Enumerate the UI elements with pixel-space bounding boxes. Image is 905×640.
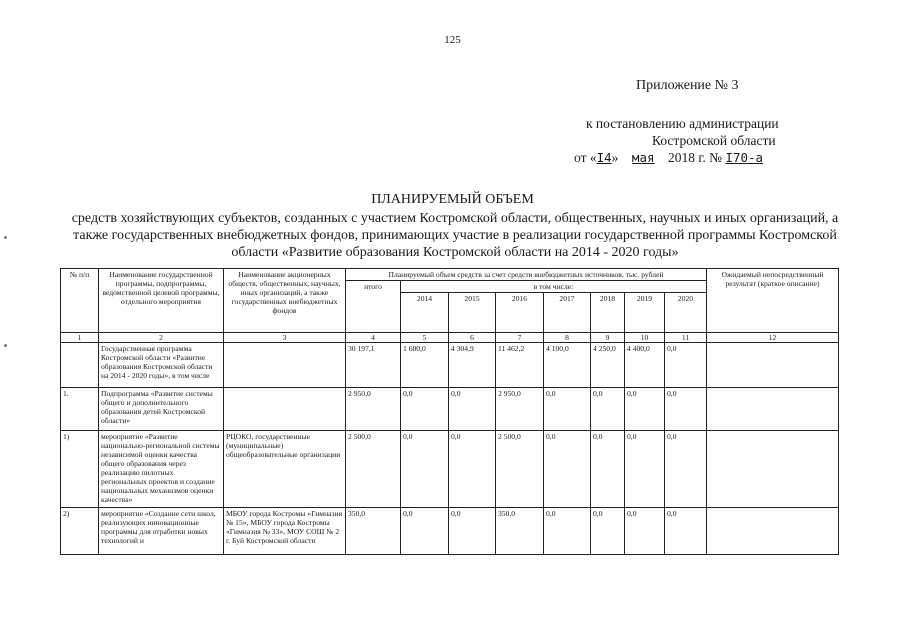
- row-total: 2 500,0: [346, 431, 401, 508]
- row-value: 0,0: [401, 388, 449, 431]
- row-value: 4 250,0: [591, 343, 625, 388]
- row-value: 0,0: [591, 508, 625, 555]
- row-result: [707, 508, 839, 555]
- row-value: 0,0: [449, 431, 496, 508]
- header-result: Ожидаемый непосредственный результат (краткое описание): [707, 269, 839, 333]
- appendix-label: Приложение № 3: [636, 78, 739, 93]
- row-no: 1): [61, 431, 99, 508]
- row-value: 0,0: [401, 508, 449, 555]
- binder-mark: [4, 236, 7, 239]
- decree-line-2: Костромской области: [652, 133, 776, 148]
- col-number: 4: [346, 333, 401, 343]
- row-value: 1 680,0: [401, 343, 449, 388]
- row-value: 350,0: [496, 508, 544, 555]
- row-value: 0,0: [401, 431, 449, 508]
- row-name: мероприятие «Развитие национально-региональной системы независимой оценки качества общего образования через реализацию пилотных региональных проектов и создание национальных механизмов оценки качества»: [99, 431, 224, 508]
- row-value: 0,0: [665, 343, 707, 388]
- planned-volume-table: [60, 268, 839, 555]
- row-value: 2 950,0: [496, 388, 544, 431]
- row-value: 11 462,2: [496, 343, 544, 388]
- row-value: 0,0: [544, 508, 591, 555]
- col-number: 1: [61, 333, 99, 343]
- col-number: 12: [707, 333, 839, 343]
- row-value: 0,0: [625, 388, 665, 431]
- decree-year: 2018 г. №: [668, 150, 723, 165]
- table-row: [61, 431, 839, 508]
- header-no: № п/п: [61, 269, 99, 333]
- header-including: в том числе:: [401, 281, 707, 293]
- col-number: 6: [449, 333, 496, 343]
- document-title: ПЛАНИРУЕМЫЙ ОБЪЕМ: [371, 192, 534, 207]
- row-value: 0,0: [665, 508, 707, 555]
- row-name: Подпрограмма «Развитие системы общего и дополнительного образования детей Костромской области»: [99, 388, 224, 431]
- row-total: 2 950,0: [346, 388, 401, 431]
- col-number: 3: [224, 333, 346, 343]
- row-value: 0,0: [625, 508, 665, 555]
- row-value: 0,0: [665, 431, 707, 508]
- table-row: [61, 343, 839, 388]
- row-value: 0,0: [665, 388, 707, 431]
- row-value: 4 304,9: [449, 343, 496, 388]
- row-value: 4 400,0: [625, 343, 665, 388]
- header-planned: Планируемый объем средств за счет средств внебюджетных источников, тыс. рублей: [346, 269, 707, 281]
- row-result: [707, 343, 839, 388]
- col-number: 10: [625, 333, 665, 343]
- table-row: [61, 388, 839, 431]
- row-value: 0,0: [591, 431, 625, 508]
- row-name: Государственная программа Костромской области «Развитие образования Костромской области на 2014 - 2020 годы», в том числе: [99, 343, 224, 388]
- header-year: 2015: [449, 293, 496, 333]
- header-year: 2018: [591, 293, 625, 333]
- col-number: 2: [99, 333, 224, 343]
- row-orgs: МБОУ города Костромы «Гимназия № 15», МБОУ города Костромы «Гимназия № 33», МОУ СОШ № 2 г. Буй Костромской области: [224, 508, 346, 555]
- header-year: 2019: [625, 293, 665, 333]
- header-year: 2020: [665, 293, 707, 333]
- row-value: 2 500,0: [496, 431, 544, 508]
- row-value: 0,0: [449, 508, 496, 555]
- row-total: 30 197,1: [346, 343, 401, 388]
- col-number: 11: [665, 333, 707, 343]
- col-number: 5: [401, 333, 449, 343]
- binder-mark: [4, 344, 7, 347]
- row-orgs: [224, 343, 346, 388]
- header-total: итого: [346, 281, 401, 333]
- col-number: 8: [544, 333, 591, 343]
- row-no: [61, 343, 99, 388]
- row-value: 4 100,0: [544, 343, 591, 388]
- decree-mid: »: [611, 150, 619, 165]
- row-total: 350,0: [346, 508, 401, 555]
- row-name: мероприятие «Создание сети школ, реализующих инновационные программы для отработки новых технологий и: [99, 508, 224, 555]
- header-orgs: Наименование акционерных обществ, общественных, научных, иных организаций, а также государственных внебюджетных фондов: [224, 269, 346, 333]
- row-value: 0,0: [544, 388, 591, 431]
- header-year: 2017: [544, 293, 591, 333]
- row-orgs: [224, 388, 346, 431]
- row-no: 2): [61, 508, 99, 555]
- header-name: Наименование государственной программы, подпрограммы, ведомственной целевой программы, отдельного мероприятия: [99, 269, 224, 333]
- row-result: [707, 431, 839, 508]
- decree-prefix: от «: [574, 150, 597, 165]
- decree-number: I70-а: [725, 150, 764, 165]
- decree-date-line: [574, 150, 763, 166]
- col-number: 9: [591, 333, 625, 343]
- header-year: 2016: [496, 293, 544, 333]
- row-value: 0,0: [544, 431, 591, 508]
- decree-line-1: к постановлению администрации: [586, 116, 779, 131]
- page-number: 125: [444, 34, 461, 46]
- table-row: [61, 508, 839, 555]
- row-value: 0,0: [625, 431, 665, 508]
- header-year: 2014: [401, 293, 449, 333]
- row-no: 1.: [61, 388, 99, 431]
- row-orgs: РЦОКО, государственные (муниципальные) общеобразовательные организации: [224, 431, 346, 508]
- document-subtitle: средств хозяйствующих субъектов, созданных с участием Костромской области, общественных, научных и иных организаций, а также государственных внебюджетных фондов, принимающих участие в реализации государственной программы Костромской области «Развитие образования Костромской области на 2014 - 2020 годы»: [71, 211, 839, 260]
- decree-month: мая: [631, 150, 655, 165]
- decree-day: I4: [596, 150, 612, 165]
- col-number: 7: [496, 333, 544, 343]
- row-result: [707, 388, 839, 431]
- row-value: 0,0: [449, 388, 496, 431]
- row-value: 0,0: [591, 388, 625, 431]
